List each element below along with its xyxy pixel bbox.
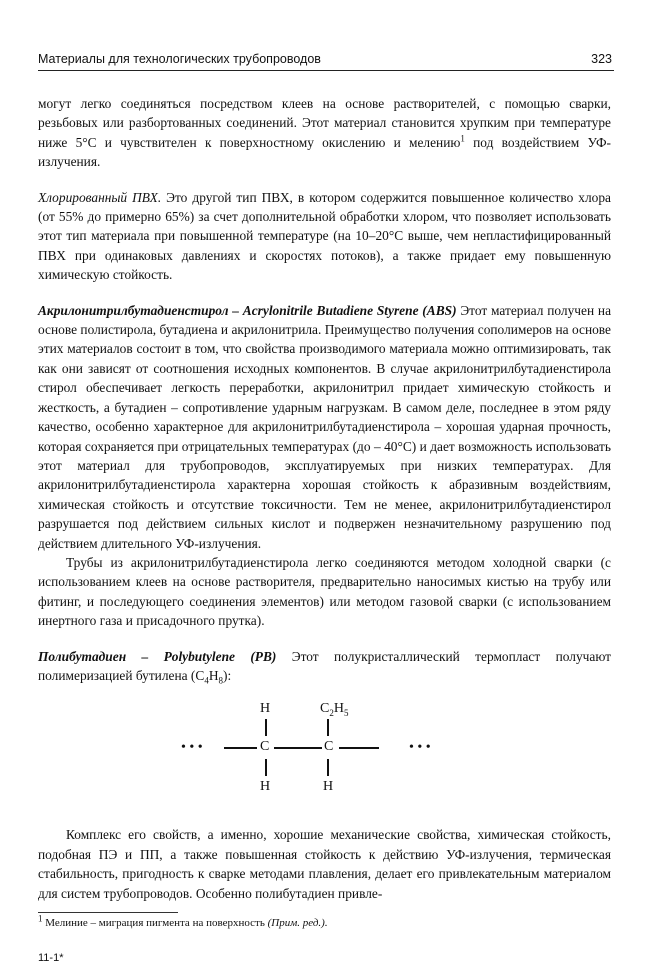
paragraph-text: Этот материал получен на основе полистирола, бутадиена и акрилонитрила. Преимущество получения сополимеров на основе этих материалов состоит в том, что свойства производимого материала можно оптимизировать, так как они зависят от соотношения исходных компонентов. В случае акрилонитрилбутадиенстирола стирол обеспечивает легкость переработки, акрилонитрил придает химическую стойкость и жесткость, а бутадиен – сопротивление ударным нагрузкам. В самом деле, последнее в этом ряду качество, особенно характерное для акрилонитрилбутадиенстирола – хорошая ударная прочность, которая сохраняется при отрицательных температурах (до – 40°С) и дает возможность использовать этот материал для трубопроводов, эксплуатируемых при низких температурах. Для акрилонитрилбутадиенстирола характерна хорошая стойкость к абразивным воздействиям, химическая стойкость и отсутствие токсичности. Тем не менее, акрилонитрилбутадиенстирол разрушается под действием сильных кислот и подвержен незначительному разрушению под действием длительного УФ-излучения.: [38, 302, 612, 551]
header-rule: [38, 70, 614, 71]
atom-c: C: [320, 701, 330, 717]
atom-c-right: C: [324, 739, 334, 755]
atom-h-bottom-left: H: [260, 779, 271, 795]
paragraph-text: могут легко соединяться посредством клеев на основе растворителей, с помощью сварки, резьбовых или разбортованных соединений. Этот материал становится хрупким при температуре ниже 5°С и чувствителен к поверхностному окислению и мелению: [38, 96, 611, 150]
printer-signature: 11-1*: [38, 952, 64, 964]
header-title: Материалы для технологических трубопроводов: [38, 52, 321, 66]
paragraph-text: Этот полукристаллический термопласт получают полимеризацией бутилена (C: [38, 648, 611, 683]
footnote-rule: [38, 912, 178, 913]
bond-vertical: [265, 719, 267, 736]
bond-vertical: [265, 759, 267, 776]
paragraph-text: H: [208, 667, 219, 683]
paragraph-pvc-continued: [38, 94, 611, 172]
footnote-marker: 1: [38, 913, 43, 924]
section-lead: Полибутадиен – Polybutylene (PB): [38, 648, 277, 664]
subscript: 8: [218, 675, 223, 686]
section-lead: Акрилонитрилбутадиенстирол – Acrylonitrile Butadiene Styrene (ABS): [38, 302, 457, 318]
footnote-text: Мелиние – миграция пигмента на поверхность: [42, 917, 268, 929]
bond-horizontal: [274, 747, 322, 749]
paragraph-polybutylene: [38, 647, 611, 686]
atom-h-top-left: H: [260, 701, 271, 717]
atom-h-bottom-right: H: [323, 779, 334, 795]
paragraph-text: ):: [223, 667, 232, 683]
subscript: 2: [329, 708, 334, 719]
bond-horizontal: [224, 747, 257, 749]
paragraph-text-tail: под воздействием УФ-излучения.: [38, 134, 611, 170]
footnote-ref: 1: [460, 133, 465, 144]
bond-horizontal: [339, 747, 379, 749]
subscript: 4: [204, 675, 209, 686]
structural-formula: [38, 699, 611, 807]
paragraph-pb-properties: Комплекс его свойств, а именно, хорошие механические свойства, химическая стойкость, подобная ПЭ и ПП, а также повышенная стойкость к действию УФ-излучения, термическая стабильность, пригодность к сварке методами плавления, делает его привлекательным материалом для систем трубопроводов. Особенно полибутадиен привле-: [38, 827, 611, 901]
body-text: [38, 94, 611, 903]
subscript: 5: [343, 708, 349, 719]
atom-h: H: [333, 701, 344, 717]
chain-dots-left: • • •: [181, 740, 203, 756]
paragraph-abs: [38, 301, 611, 553]
page-number: 323: [591, 52, 612, 66]
substituent-ethyl: [320, 699, 348, 718]
bond-vertical: [327, 759, 329, 776]
section-lead: Хлорированный ПВХ.: [38, 189, 162, 205]
bond-vertical: [327, 719, 329, 736]
running-header: [38, 52, 614, 70]
footnote-editor-note: (Прим. ред.).: [267, 917, 328, 929]
chain-dots-right: • • •: [409, 740, 431, 756]
atom-c-left: C: [260, 739, 270, 755]
paragraph-abs-joining: Трубы из акрилонитрилбутадиенстирола легко соединяются методом холодной сварки (с использованием клеев на основе растворителя, предварительно наносимых кистью на трубу или фитинг, и последующего соединения элементов) или методом газовой сварки (с использованием инертного газа и присадочного прутка).: [38, 554, 611, 629]
paragraph-chlorinated-pvc: [38, 188, 611, 285]
paragraph-text: Это другой тип ПВХ, в котором содержится повышенное количество хлора (от 55% до примерно 65%) за счет дополнительной обработки хлором, что позволяет использовать этот тип материала при повышенной температуре (на 10–20°С выше, чем непластифицированный ПВХ при одинаковых давлениях и скоростях потоков), а также придает ему повышенную химическую стойкость.: [38, 189, 611, 283]
footnote: [38, 913, 328, 929]
